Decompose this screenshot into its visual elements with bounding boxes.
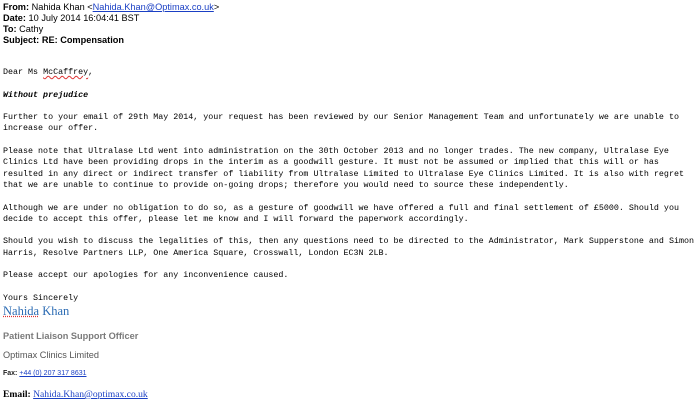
subject-label: Subject: — [3, 35, 40, 45]
signature-first-name: Nahida — [3, 304, 40, 318]
signature-email — [3, 389, 148, 400]
paragraph-apologies: Please accept our apologies for any inconvenience caused. — [3, 270, 289, 281]
greeting-prefix: Dear Ms — [3, 67, 39, 77]
fax-label: Fax: — [3, 370, 18, 377]
date-row — [3, 13, 219, 24]
email-label: Email: — [3, 389, 31, 400]
from-row: From: Nahida Khan <Nahida.Khan@Optimax.co.uk> — [3, 2, 220, 12]
paragraph-legalities: Should you wish to discuss the legalities of this, then any questions need to be directed to the Administrator, Mark Supperstone and Simon Harris, Resolve Partners LLP, One America Square, Crosswall, London EC3N 2LB. — [3, 236, 694, 258]
greeting — [3, 67, 697, 78]
signature-name — [3, 304, 69, 319]
paragraph-administration: Please note that Ultralase Ltd went into administration on the 30th October 2013 and no longer trades. The new company, Ultralase Eye Clinics Ltd have been providing drops in the interim as a goodwill gesture. It must not be assumed or implied that this will or has resulted in any direct or indirect transfer of liability from Ultralase Limited to Ultralase Eye Clinics Limited. It is also with regret that we are unable to continue to provide on-going drops; therefore you would need to source these independently. — [3, 146, 684, 190]
subject-row — [3, 35, 219, 46]
closing: Yours Sincerely — [3, 292, 79, 303]
email-link[interactable]: Nahida.Khan@optimax.co.uk — [33, 389, 148, 400]
to-value: Cathy — [19, 24, 44, 34]
from-label: From: — [3, 2, 30, 12]
subject-value: RE: Compensation — [41, 35, 124, 45]
from-email-link[interactable]: Nahida.Khan@Optimax.co.uk — [92, 2, 214, 12]
to-row — [3, 24, 219, 35]
signature-company: Optimax Clinics Limited — [3, 350, 99, 360]
signature-fax — [3, 370, 87, 377]
signature-last-name: Khan — [42, 304, 70, 318]
paragraph-review: Further to your email of 29th May 2014, your request has been reviewed by our Senior Management Team and unfortunately we are unable to increase our offer. — [3, 112, 679, 134]
from-name: Nahida Khan — [31, 2, 85, 12]
fax-link[interactable]: +44 (0) 207 317 8631 — [19, 370, 87, 377]
date-value: 10 July 2014 16:04:41 BST — [28, 13, 140, 23]
greeting-name: McCaffrey — [43, 67, 89, 77]
date-label: Date: — [3, 13, 26, 23]
signature-title: Patient Liaison Support Officer — [3, 331, 139, 341]
email-body — [3, 67, 697, 304]
without-prejudice: Without prejudice — [3, 89, 89, 100]
greeting-suffix: , — [88, 67, 94, 77]
to-label: To: — [3, 24, 17, 34]
email-header — [3, 2, 219, 46]
paragraph-settlement: Although we are under no obligation to do so, as a gesture of goodwill we have offered a full and final settlement of £5000. Should you decide to accept this offer, please let me know and I will forward the paperwork accordingly. — [3, 202, 679, 224]
